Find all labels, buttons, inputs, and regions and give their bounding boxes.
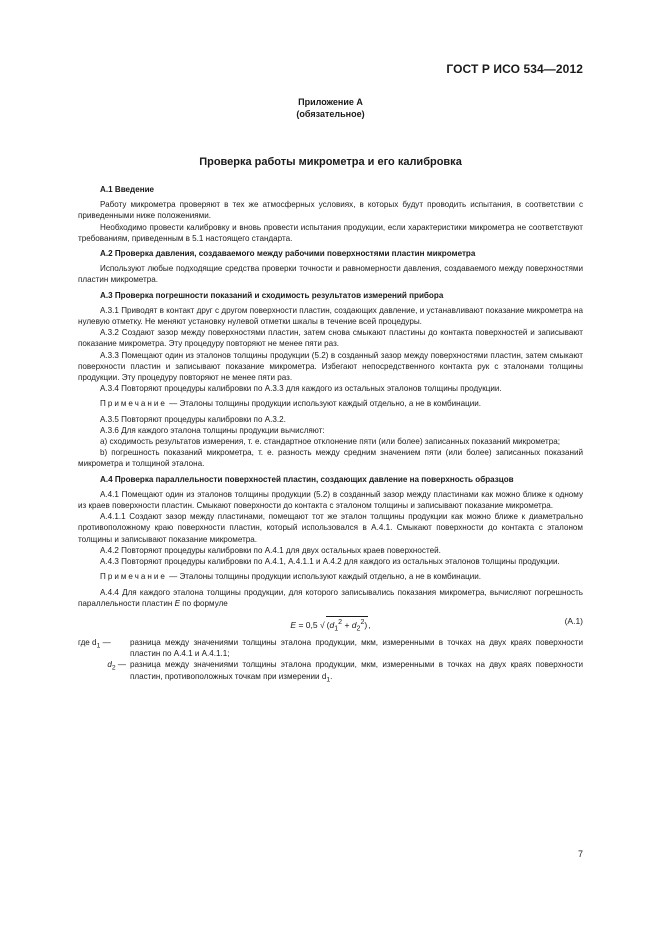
section-a4-heading: А.4 Проверка параллельности поверхностей пластин, создающих давление на поверхность образцов bbox=[100, 474, 514, 484]
note bbox=[78, 571, 583, 582]
formula-a1 bbox=[78, 612, 583, 634]
clause-a42: А.4.2 Повторяют процедуры калибровки по А.4.1 для двух остальных краев поверхностей. bbox=[100, 545, 441, 555]
list-item-b: b) погрешность показаний микрометра, т. е. разность между средним значением пяти (или более) записанных показаний микрометра и толщиной эталона. bbox=[78, 448, 583, 469]
definition-d1: где $d_1$ — разница между значениями толщины эталона продукции, мкм, измеренными в точках на двух краях поверхности пластин по А.4.1 и А.4.1.1; bbox=[78, 637, 583, 659]
definition-d2: $d_2$ — разница между значениями толщины эталона продукции, мкм, измеренными в точках на двух краях поверхности пластин, противоположных точкам при измерении $d_1$. bbox=[107, 660, 583, 684]
paragraph: Необходимо провести калибровку и вновь провести испытания продукции, если характеристики микрометра не соответствуют требованиям, приведенным в 5.1 настоящего стандарта. bbox=[78, 222, 583, 243]
sqrt-icon: √ bbox=[319, 619, 325, 630]
formula-number: (А.1) bbox=[564, 615, 583, 626]
clause-a44: А.4.4 Для каждого эталона толщины продукции, для которого записывались показания микрометра, вычисляют погрешность параллельности пластин E по формуле bbox=[78, 587, 583, 608]
formula-expression: E = 0,5 √ $(d_1^2 + d_2^2)$, bbox=[78, 616, 583, 635]
clause-a36: А.3.6 Для каждого эталона толщины продукции вычисляют: bbox=[100, 425, 325, 435]
note-text: — Эталоны толщины продукции используют каждый отдельно, а не в комбинации. bbox=[166, 572, 482, 582]
clause-a32: А.3.2 Создают зазор между поверхностями пластин, затем снова смыкают пластины до контакта поверхностей и записывают показание микрометра. Эту процедуру повторяют не менее пяти раз. bbox=[78, 328, 583, 349]
section-a1-heading: А.1 Введение bbox=[100, 185, 155, 194]
document-body bbox=[78, 184, 583, 685]
appendix-status: (обязательное) bbox=[296, 109, 365, 119]
clause-a33: А.3.3 Помещают один из эталонов толщины продукции (5.2) в созданный зазор между поверхностями пластин, затем смыкают поверхности пластин и записывают показание микрометра. Избегают непосредственного контакта рук с эталонами толщины продукции. Эту процедуру повторяют не менее пяти раз. bbox=[78, 350, 583, 383]
note-label: Примечание bbox=[100, 572, 167, 582]
appendix-title: Проверка работы микрометра и его калибровка bbox=[199, 156, 462, 168]
clause-a31: А.3.1 Приводят в контакт друг с другом поверхности пластин, создающих давление, и устанавливают показание микрометра на нулевую отметку. Не меняют установку нулевой отметки шкалы в течение всей процедуры. bbox=[78, 305, 583, 327]
paragraph: Работу микрометра проверяют в тех же атмосферных условиях, в которых будут проводить испытания, в соответствии с приведенными ниже положениями. bbox=[78, 200, 583, 221]
clause-a41: А.4.1 Помещают один из эталонов толщины продукции (5.2) в созданный зазор между пластинами как можно ближе к одному из краев поверхности пластин. Смыкают поверхности до контакта с эталоном толщины и записывают показание микрометра. bbox=[78, 489, 583, 511]
list-item-a: а) сходимость результатов измерения, т. е. стандартное отклонение пяти (или более) записанных показаний микрометра; bbox=[100, 437, 560, 447]
paragraph: Используют любые подходящие средства проверки точности и равномерности давления, создаваемого между поверхностями пластин микрометра. bbox=[78, 264, 583, 285]
note-text: — Эталоны толщины продукции используют каждый отдельно, а не в комбинации. bbox=[166, 399, 482, 409]
clause-a35: А.3.5 Повторяют процедуры калибровки по А.3.2. bbox=[100, 414, 286, 424]
section-a3-heading: А.3 Проверка погрешности показаний и сходимость результатов измерений прибора bbox=[100, 290, 444, 300]
section-a2-heading: А.2 Проверка давления, создаваемого между рабочими поверхностями пластин микрометра bbox=[100, 249, 476, 259]
note bbox=[78, 398, 583, 409]
page-number: 7 bbox=[577, 849, 583, 859]
clause-a43: А.4.3 Повторяют процедуры калибровки по А.4.1, А.4.1.1 и А.4.2 для каждого из остальных эталонов толщины продукции. bbox=[100, 557, 560, 567]
document-id-header: ГОСТ Р ИСО 534—2012 bbox=[446, 62, 583, 76]
clause-a411: А.4.1.1 Создают зазор между пластинами, помещают тот же эталон толщины продукции как можно ближе к диаметрально противоположному краю поверхности пластин, который использовался в А.4.1. Смыкают поверхности до контакта с эталоном толщины и записывают показание микрометра. bbox=[78, 512, 583, 544]
clause-a34: А.3.4 Повторяют процедуры калибровки по А.3.3 для каждого из остальных эталонов толщины продукции. bbox=[100, 384, 502, 394]
appendix-label: Приложение А bbox=[298, 97, 363, 107]
note-label: Примечание bbox=[100, 399, 167, 409]
